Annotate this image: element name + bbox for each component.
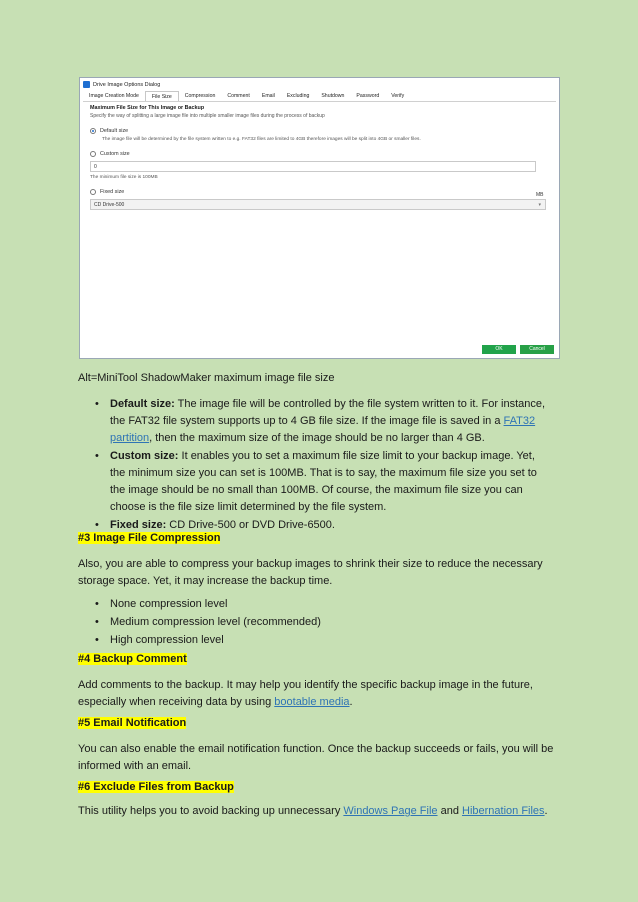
list-item bbox=[78, 448, 552, 516]
default-size-label: Default size bbox=[100, 128, 129, 134]
item-text: The image file will be controlled by the file system written to it. For instance, the FAT32 file system supports up to 4 GB file size. If the image file is saved in a bbox=[110, 398, 546, 427]
fat32-partition-link[interactable]: FAT32 partition bbox=[110, 415, 536, 444]
paragraph-text-end: . bbox=[544, 805, 548, 817]
heading-text: #4 Backup Comment bbox=[78, 653, 187, 665]
panel-heading: Maximum File Size for This Image or Backup bbox=[90, 105, 205, 111]
dialog-title: Drive Image Options Dialog bbox=[93, 81, 161, 88]
tab-file-size[interactable]: File Size bbox=[145, 91, 179, 101]
heading-text: #5 Email Notification bbox=[78, 717, 187, 729]
app-icon bbox=[83, 81, 90, 88]
custom-size-option[interactable] bbox=[90, 151, 549, 157]
chevron-down-icon: ▾ bbox=[538, 202, 541, 208]
paragraph-comment bbox=[78, 677, 558, 711]
custom-size-radio[interactable] bbox=[90, 151, 96, 157]
compression-list bbox=[78, 596, 552, 650]
hibernation-files-link[interactable]: Hibernation Files bbox=[462, 805, 545, 817]
item-text-end: , then the maximum size of the image should be no larger than 4 GB. bbox=[149, 432, 485, 444]
default-size-radio[interactable] bbox=[90, 128, 96, 134]
bootable-media-link[interactable]: bootable media bbox=[274, 696, 350, 708]
custom-size-label: Custom size bbox=[100, 151, 130, 157]
fixed-size-value: CD Drive-500 bbox=[94, 202, 125, 208]
heading-text: #3 Image File Compression bbox=[78, 532, 221, 544]
item-term: Fixed size: bbox=[110, 519, 167, 531]
paragraph-text: This utility helps you to avoid backing up unnecessary bbox=[78, 805, 344, 817]
list-item bbox=[78, 396, 552, 447]
paragraph-text: Add comments to the backup. It may help you identify the specific backup image in the future, especially when receiving data by using bbox=[78, 679, 533, 708]
tab-image-creation-mode[interactable]: Image Creation Mode bbox=[89, 93, 139, 99]
tab-excluding[interactable]: Excluding bbox=[286, 93, 310, 99]
paragraph-email: You can also enable the email notification function. Once the backup succeeds or fails, you will be informed with an email. bbox=[78, 743, 554, 772]
image-caption: Alt=MiniTool ShadowMaker maximum image file size bbox=[78, 372, 335, 384]
tab-verify[interactable]: Verify bbox=[391, 93, 405, 99]
default-size-option[interactable] bbox=[90, 128, 549, 134]
cancel-button[interactable]: Cancel bbox=[520, 345, 554, 354]
dialog-buttons bbox=[482, 345, 554, 354]
ok-button[interactable]: OK bbox=[482, 345, 516, 354]
fixed-size-radio[interactable] bbox=[90, 189, 96, 195]
tab-compression[interactable]: Compression bbox=[184, 93, 216, 99]
heading-backup-comment bbox=[78, 651, 558, 668]
item-term: Custom size: bbox=[110, 450, 179, 462]
custom-size-input[interactable]: 0 bbox=[90, 161, 536, 172]
tab-email[interactable]: Email bbox=[261, 93, 275, 99]
heading-exclude-files bbox=[78, 779, 558, 796]
item-text: CD Drive-500 or DVD Drive-6500. bbox=[166, 519, 335, 531]
dialog-tabs bbox=[83, 91, 556, 102]
list-item: • High compression level bbox=[78, 632, 552, 649]
dialog-titlebar bbox=[80, 78, 559, 91]
heading-email-notification bbox=[78, 715, 558, 732]
paragraph-compression: Also, you are able to compress your backup images to shrink their size to reduce the necessary storage space. Yet, it may increase the backup time. bbox=[78, 558, 543, 587]
windows-page-file-link[interactable]: Windows Page File bbox=[343, 805, 438, 817]
custom-size-note: The minimum file size is 100MB bbox=[90, 175, 158, 180]
dialog-screenshot bbox=[79, 77, 560, 359]
tab-comment[interactable]: Comment bbox=[227, 93, 250, 99]
fixed-size-label: Fixed size bbox=[100, 189, 125, 195]
heading-image-compression bbox=[78, 530, 558, 547]
item-text: It enables you to set a maximum file size limit to your backup image. Yet, the minimum size you can set is 100MB. That is to say, the maximum file size you set to the image should be no small than 100MB. Of course, the maximum file size you can choose is the file size limit determined by the file system. bbox=[110, 450, 537, 513]
fixed-size-select[interactable] bbox=[90, 199, 546, 210]
panel-description: Specify the way of splitting a large image file into multiple smaller image files during the process of backup bbox=[90, 113, 325, 119]
list-item: • None compression level bbox=[78, 596, 552, 613]
item-term: Default size: bbox=[110, 398, 175, 410]
file-size-list bbox=[78, 396, 552, 535]
fixed-size-option[interactable] bbox=[90, 189, 549, 195]
tab-password[interactable]: Password bbox=[356, 93, 380, 99]
list-item: • Medium compression level (recommended) bbox=[78, 614, 552, 631]
default-size-note: The image file will be determined by the file system written to e.g. FAT32 files are limited to 4GB therefore images will be split into 4GB or smaller files. bbox=[102, 137, 421, 142]
paragraph-text-end: . bbox=[349, 696, 353, 708]
paragraph-text-mid: and bbox=[437, 805, 462, 817]
paragraph-exclude bbox=[78, 803, 558, 820]
custom-size-unit: MB bbox=[536, 192, 544, 198]
heading-text: #6 Exclude Files from Backup bbox=[78, 781, 234, 793]
tab-shutdown[interactable]: Shutdown bbox=[321, 93, 345, 99]
file-size-panel bbox=[80, 102, 559, 213]
